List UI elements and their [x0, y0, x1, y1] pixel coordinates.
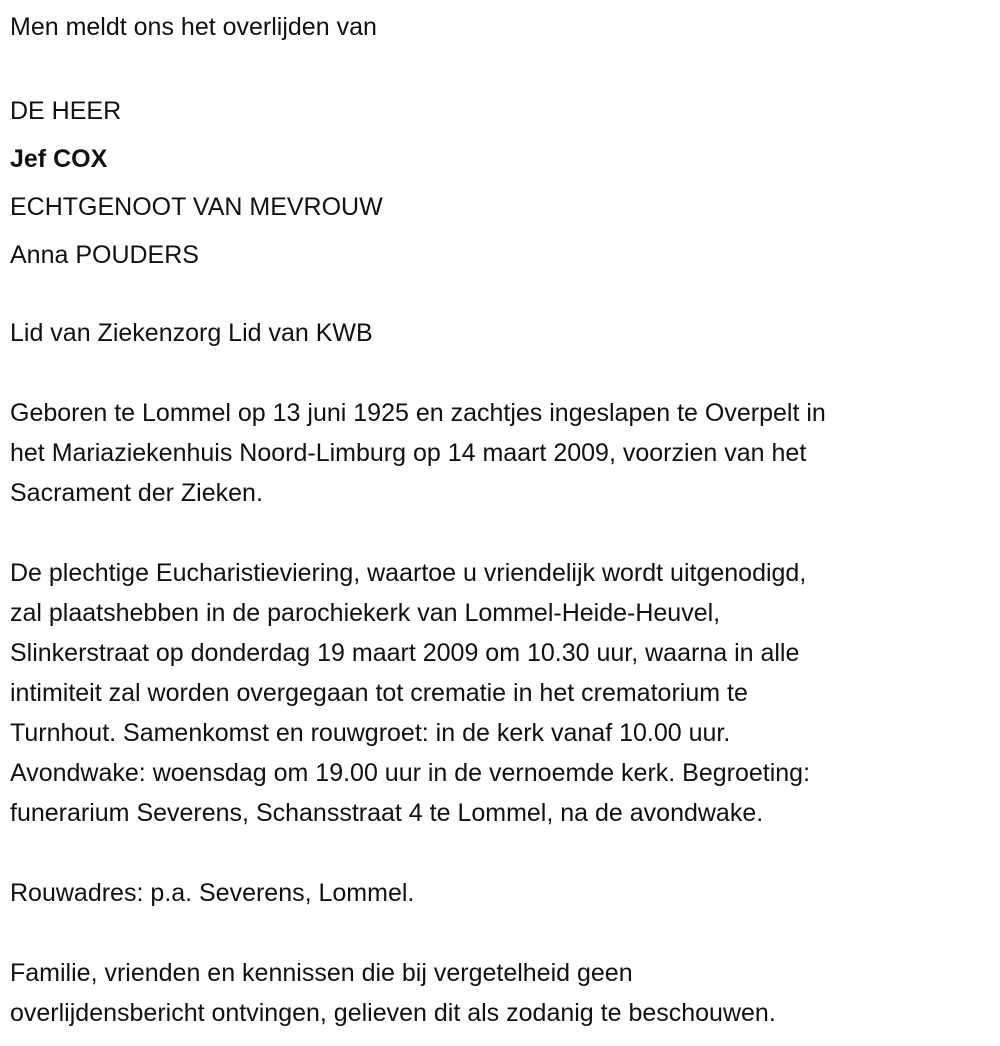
spacer — [10, 353, 995, 393]
memberships: Lid van Ziekenzorg Lid van KWB — [10, 319, 373, 347]
name-block — [10, 87, 995, 279]
spacer — [10, 833, 995, 873]
paragraph-line: zal plaatshebben in de parochiekerk van Lommel-Heide-Heuvel, — [10, 599, 721, 627]
paragraph-line: Slinkerstraat op donderdag 19 maart 2009 om 10.30 uur, waarna in alle — [10, 639, 800, 667]
ceremony-paragraph — [10, 553, 995, 833]
paragraph-line: Geboren te Lommel op 13 juni 1925 en zachtjes ingeslapen te Overpelt in — [10, 399, 826, 427]
spacer — [10, 279, 995, 313]
death-notice — [10, 7, 995, 1033]
paragraph-line: overlijdensbericht ontvingen, gelieven dit als zodanig te beschouwen. — [10, 999, 776, 1027]
title: DE HEER — [10, 97, 122, 125]
birth-death-paragraph — [10, 393, 995, 513]
paragraph-line: Familie, vrienden en kennissen die bij vergetelheid geen — [10, 959, 633, 987]
spacer — [10, 913, 995, 953]
spouse-name: Anna POUDERS — [10, 241, 199, 269]
closing-paragraph — [10, 953, 995, 1033]
relation: ECHTGENOOT VAN MEVROUW — [10, 193, 383, 221]
intro-text: Men meldt ons het overlijden van — [10, 13, 377, 41]
spacer — [10, 47, 995, 87]
mourning-address: Rouwadres: p.a. Severens, Lommel. — [10, 879, 415, 907]
paragraph-line: Sacrament der Zieken. — [10, 479, 263, 507]
paragraph-line: Avondwake: woensdag om 19.00 uur in de vernoemde kerk. Begroeting: — [10, 759, 811, 787]
paragraph-line: intimiteit zal worden overgegaan tot crematie in het crematorium te — [10, 679, 748, 707]
paragraph-line: funerarium Severens, Schansstraat 4 te Lommel, na de avondwake. — [10, 799, 764, 827]
paragraph-line: het Mariaziekenhuis Noord-Limburg op 14 maart 2009, voorzien van het — [10, 439, 807, 467]
paragraph-line: Turnhout. Samenkomst en rouwgroet: in de kerk vanaf 10.00 uur. — [10, 719, 731, 747]
paragraph-line: De plechtige Eucharistieviering, waartoe u vriendelijk wordt uitgenodigd, — [10, 559, 807, 587]
deceased-name: Jef COX — [10, 145, 108, 173]
spacer — [10, 513, 995, 553]
